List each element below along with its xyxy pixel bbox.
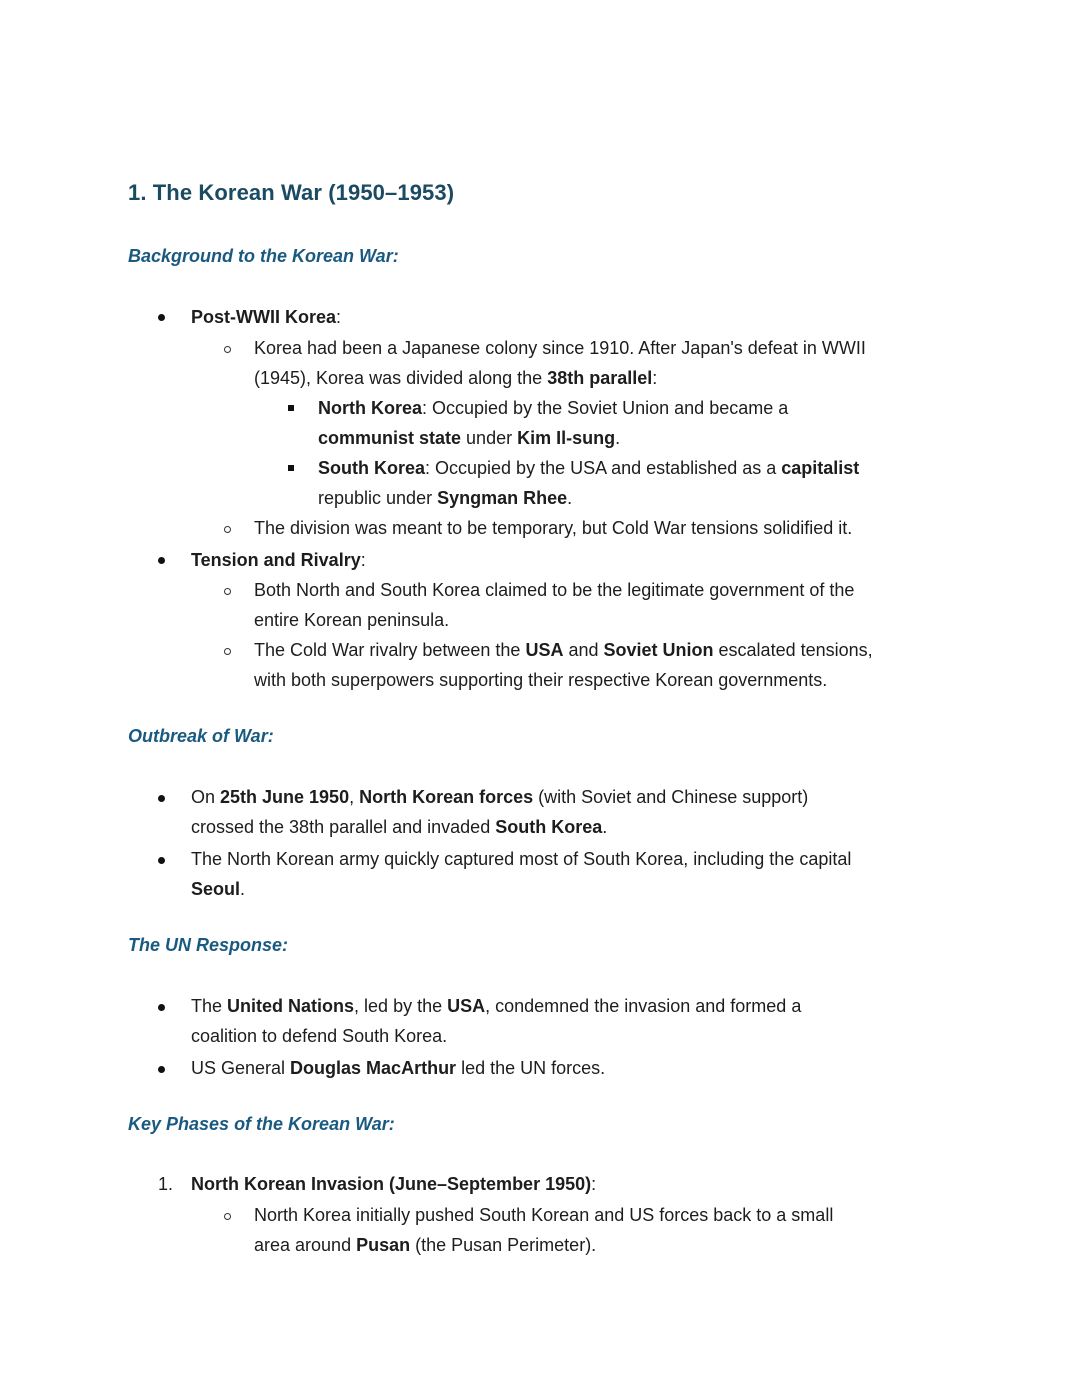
sub-item-division-l1: Korea had been a Japanese colony since 1910. After Japan's defeat in WWII <box>254 338 866 358</box>
sub-item-pusan-l1: North Korea initially pushed South Korean and US forces back to a small <box>254 1205 834 1225</box>
sub-item-rivalry-l2: with both superpowers supporting their respective Korean governments. <box>254 670 828 690</box>
list-item-capture-l1: The North Korean army quickly captured most of South Korea, including the capital <box>191 849 852 869</box>
bullet-icon <box>158 314 165 321</box>
list-item-capture-l2: Seoul. <box>191 879 246 899</box>
section-heading-outbreak: Outbreak of War: <box>128 726 274 746</box>
list-item-macarthur: US General Douglas MacArthur led the UN forces. <box>191 1058 606 1078</box>
list-item-phase-1: North Korean Invasion (June–September 1950): <box>191 1174 597 1194</box>
sub-item-legitimacy-l2: entire Korean peninsula. <box>254 610 450 630</box>
list-item-invasion-l2: crossed the 38th parallel and invaded South Korea. <box>191 817 608 837</box>
bullet-icon <box>158 1066 165 1073</box>
sub-item-pusan-l2: area around Pusan (the Pusan Perimeter). <box>254 1235 597 1255</box>
list-number: 1. <box>158 1174 174 1194</box>
list-item-invasion-l1: On 25th June 1950, North Korean forces (with Soviet and Chinese support) <box>191 787 809 807</box>
sub-item-division-l2: (1945), Korea was divided along the 38th parallel: <box>254 368 658 388</box>
sub-item-temporary: The division was meant to be temporary, but Cold War tensions solidified it. <box>254 518 853 538</box>
sub-sub-item-north-korea-l2: communist state under Kim Il-sung. <box>318 428 621 448</box>
circle-bullet-icon <box>224 648 231 655</box>
sub-sub-item-south-korea-l1: South Korea: Occupied by the USA and established as a capitalist <box>318 458 860 478</box>
list-item-un-l1: The United Nations, led by the USA, condemned the invasion and formed a <box>191 996 802 1016</box>
bullet-icon <box>158 857 165 864</box>
square-bullet-icon <box>288 405 294 411</box>
section-heading-un-response: The UN Response: <box>128 935 289 955</box>
bullet-icon <box>158 795 165 802</box>
page-title: 1. The Korean War (1950–1953) <box>128 180 455 205</box>
bullet-icon <box>158 1004 165 1011</box>
sub-sub-item-south-korea-l2: republic under Syngman Rhee. <box>318 488 573 508</box>
circle-bullet-icon <box>224 526 231 533</box>
list-item-tension: Tension and Rivalry: <box>191 550 366 570</box>
section-heading-background: Background to the Korean War: <box>128 246 399 266</box>
list-item-un-l2: coalition to defend South Korea. <box>191 1026 448 1046</box>
circle-bullet-icon <box>224 588 231 595</box>
sub-sub-item-north-korea-l1: North Korea: Occupied by the Soviet Union and became a <box>318 398 789 418</box>
bullet-icon <box>158 557 165 564</box>
circle-bullet-icon <box>224 346 231 353</box>
list-item-post-wwii: Post-WWII Korea: <box>191 307 342 327</box>
sub-item-rivalry-l1: The Cold War rivalry between the USA and Soviet Union escalated tensions, <box>254 640 873 660</box>
square-bullet-icon <box>288 465 294 471</box>
sub-item-legitimacy-l1: Both North and South Korea claimed to be the legitimate government of the <box>254 580 855 600</box>
circle-bullet-icon <box>224 1213 231 1220</box>
section-heading-key-phases: Key Phases of the Korean War: <box>128 1114 395 1134</box>
